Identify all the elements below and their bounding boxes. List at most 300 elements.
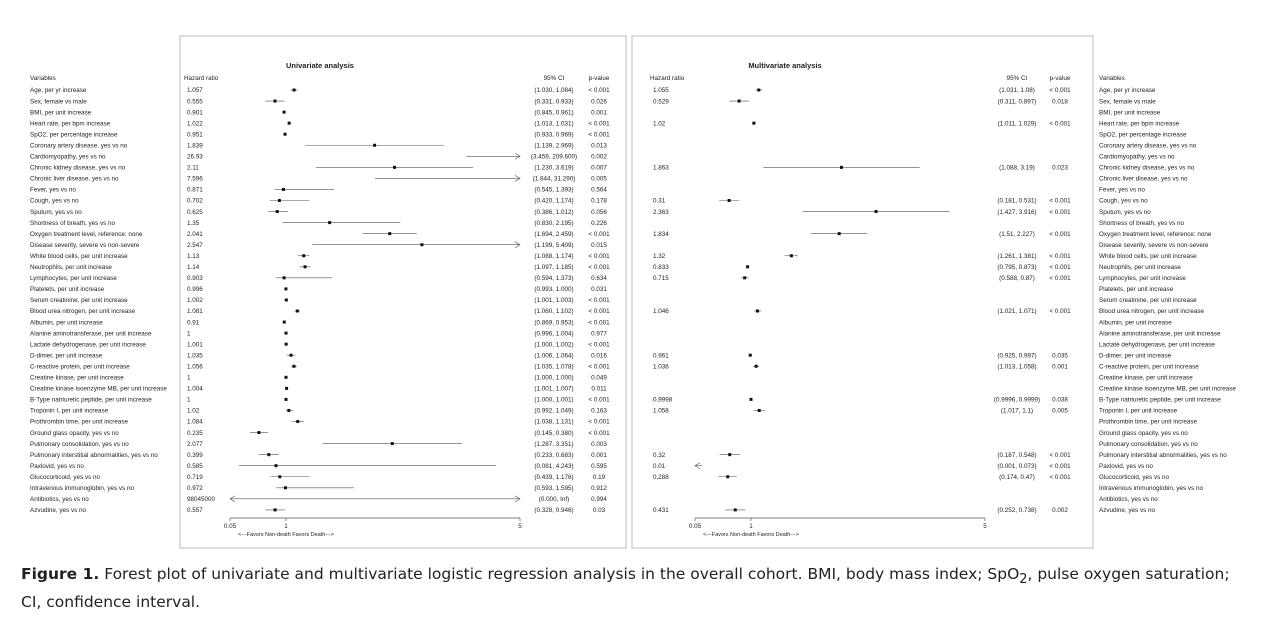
univariate-p-header: p-value — [588, 75, 610, 82]
multivariate-point-estimate — [746, 265, 749, 268]
multivariate-point-estimate — [755, 365, 758, 368]
multivariate-point-estimate — [838, 232, 841, 235]
univariate-row-ci: (0.869, 0.953) — [534, 319, 574, 327]
univariate-row-p-value: 0.564 — [591, 186, 607, 194]
univariate-row-label: Azvudine, yes vs no — [30, 507, 87, 515]
univariate-row-label: Shortness of breath, yes vs no — [30, 219, 116, 227]
multivariate-row-hazard-ratio: 0.288 — [653, 473, 669, 481]
multivariate-row-label: Pulmonary interstitial abnormalities, yes vs no — [1099, 451, 1227, 459]
univariate-row-label: Platelets, per unit increase — [30, 286, 105, 294]
multivariate-x-tick-label: 1 — [749, 523, 753, 530]
multivariate-row-hazard-ratio: 1.055 — [653, 87, 669, 95]
multivariate-row-ci: (1.011, 1.029) — [997, 120, 1037, 128]
multivariate-row-label: Paxlovid, yes vs no — [1099, 462, 1153, 470]
univariate-row-p-value: 0.178 — [591, 197, 607, 205]
univariate-row-p-value: 0.002 — [591, 153, 607, 161]
univariate-point-estimate — [276, 210, 279, 213]
univariate-row-label: Alanine aminotransferase, per unit increase — [30, 330, 152, 338]
multivariate-hr-header: Hazard ratio — [650, 75, 685, 82]
univariate-row-p-value: 0.226 — [591, 219, 607, 227]
multivariate-row-label: Shortness of breath, yes vs no — [1099, 219, 1185, 227]
multivariate-point-estimate — [757, 89, 760, 92]
univariate-point-estimate — [285, 343, 288, 346]
univariate-row-p-value: 0.013 — [591, 142, 607, 150]
univariate-row-p-value: < 0.001 — [588, 396, 610, 404]
univariate-row-ci: (1.060, 1.102) — [534, 308, 574, 316]
multivariate-row-label: Neutrophils, per unit increase — [1099, 264, 1181, 271]
multivariate-row-label: Fever, yes vs no — [1099, 186, 1145, 194]
multivariate-row-label: Creatine kinase isoenzyme MB, per unit increase — [1099, 385, 1236, 393]
multivariate-row-ci: (0.588, 0.87) — [999, 275, 1035, 283]
univariate-row-p-value: < 0.001 — [588, 131, 610, 139]
univariate-point-estimate — [283, 321, 286, 324]
univariate-row-hazard-ratio: 0.903 — [187, 275, 203, 283]
univariate-row-label: Age, per yr increase — [30, 87, 87, 95]
univariate-row-hazard-ratio: 0.972 — [187, 485, 203, 492]
univariate-row-label: Albumin, per unit increase — [30, 319, 103, 327]
univariate-row-label: Intravenous immunoglobin, yes vs no — [30, 485, 134, 492]
univariate-point-estimate — [393, 166, 396, 169]
univariate-row-hazard-ratio: 2.041 — [187, 230, 203, 238]
multivariate-row-label: Sputum, yes vs no — [1099, 208, 1151, 216]
univariate-row-label: D-dimer, per unit increase — [30, 352, 103, 360]
multivariate-row-p-value: 0.038 — [1052, 396, 1068, 404]
univariate-point-estimate — [302, 254, 305, 257]
univariate-row-p-value: 0.634 — [591, 275, 607, 283]
univariate-row-p-value: 0.595 — [591, 462, 607, 470]
multivariate-row-label: Ground glass opacity, yes vs no — [1099, 429, 1188, 437]
univariate-row-ci: (1.030, 1.084) — [534, 87, 574, 95]
multivariate-row-label: Blood urea nitrogen, per unit increase — [1099, 308, 1205, 316]
multivariate-row-label: Troponin I, per unit increase — [1099, 407, 1178, 415]
univariate-row-ci: (3.459, 209.600) — [530, 153, 578, 161]
multivariate-row-p-value: < 0.001 — [1049, 252, 1071, 260]
multivariate-row-label: Albumin, per unit increase — [1099, 319, 1172, 327]
univariate-row-p-value: < 0.001 — [588, 252, 610, 260]
univariate-row-hazard-ratio: 1.022 — [187, 120, 203, 128]
multivariate-row-p-value: 0.005 — [1052, 407, 1068, 415]
univariate-row-hazard-ratio: 1.057 — [187, 87, 203, 95]
univariate-point-estimate — [373, 144, 376, 147]
univariate-row-p-value: 0.031 — [591, 286, 607, 294]
multivariate-row-hazard-ratio: 0.961 — [653, 352, 669, 360]
multivariate-row-ci: (0.001, 0.073) — [997, 462, 1037, 470]
univariate-row-p-value: 0.007 — [591, 164, 607, 172]
multivariate-point-estimate — [749, 398, 752, 401]
multivariate-point-estimate — [738, 100, 741, 103]
univariate-row-p-value: 0.003 — [591, 440, 607, 448]
multivariate-point-estimate — [728, 199, 731, 202]
univariate-point-estimate — [284, 133, 287, 136]
multivariate-row-ci: (1.013, 1.058) — [997, 363, 1037, 371]
univariate-point-estimate — [274, 464, 277, 467]
multivariate-row-ci: (1.51, 2.227) — [999, 230, 1035, 238]
multivariate-row-label: Disease severity, severe vs non-severe — [1099, 241, 1209, 249]
univariate-row-hazard-ratio: 1 — [187, 374, 191, 382]
multivariate-row-p-value: < 0.001 — [1049, 451, 1071, 459]
multivariate-row-hazard-ratio: 2.363 — [653, 208, 669, 216]
univariate-row-ci: (1.000, 1.002) — [534, 341, 574, 349]
univariate-row-hazard-ratio: 1.14 — [187, 264, 200, 271]
univariate-row-ci: (0.439, 1.176) — [534, 473, 574, 481]
univariate-row-p-value: 0.056 — [591, 208, 607, 216]
univariate-row-hazard-ratio: 0.235 — [187, 429, 203, 437]
univariate-row-hazard-ratio: 0.399 — [187, 451, 203, 459]
figure-label: Figure 1. — [21, 565, 100, 583]
univariate-row-label: Chronic liver disease, yes vs no — [30, 175, 119, 183]
univariate-point-estimate — [293, 89, 296, 92]
multivariate-row-ci: (0.252, 0.738) — [997, 507, 1037, 515]
multivariate-x-tick-label: 5 — [983, 523, 987, 530]
univariate-row-hazard-ratio: 2.547 — [187, 241, 203, 249]
univariate-row-label: Lactate dehydrogenase, per unit increase — [30, 341, 146, 349]
caption-text-end: , pulse oxygen saturation; CI, confidence interval. — [21, 565, 1230, 612]
univariate-point-estimate — [304, 265, 307, 268]
univariate-row-hazard-ratio: 0.901 — [187, 109, 203, 117]
univariate-row-ci: (0.996, 1.004) — [534, 330, 574, 338]
univariate-point-estimate — [278, 199, 281, 202]
multivariate-row-hazard-ratio: 0.32 — [653, 451, 666, 459]
univariate-point-estimate — [278, 475, 281, 478]
univariate-x-tick-label: 5 — [518, 523, 522, 530]
univariate-row-label: Heart rate, per bpm increase — [30, 120, 111, 128]
multivariate-row-hazard-ratio: 1.32 — [653, 252, 666, 260]
univariate-row-hazard-ratio: 2.11 — [187, 164, 199, 172]
multivariate-row-hazard-ratio: 1.058 — [653, 407, 669, 415]
univariate-row-hazard-ratio: 0.585 — [187, 462, 203, 470]
multivariate-row-ci: (0.9996, 0.9999) — [993, 396, 1041, 404]
univariate-point-estimate — [274, 508, 277, 511]
univariate-row-ci: (0.233, 0.683) — [534, 451, 574, 459]
univariate-row-p-value: 0.016 — [591, 352, 607, 360]
multivariate-row-hazard-ratio: 0.529 — [653, 98, 669, 106]
multivariate-row-hazard-ratio: 1.863 — [653, 164, 669, 172]
univariate-row-label: Disease severity, severe vs non-severe — [30, 241, 140, 249]
univariate-point-estimate — [328, 221, 331, 224]
univariate-row-label: Pulmonary consolidation, yes vs no — [30, 440, 129, 448]
univariate-row-hazard-ratio: 1 — [187, 396, 191, 404]
univariate-row-ci: (1.097, 1.185) — [534, 264, 574, 271]
univariate-point-estimate — [267, 453, 270, 456]
univariate-row-hazard-ratio: 1.002 — [187, 297, 203, 305]
univariate-row-label: Troponin I, per unit increase — [30, 407, 109, 415]
univariate-row-label: Glucocorticoid, yes vs no — [30, 473, 100, 481]
multivariate-row-hazard-ratio: 0.833 — [653, 264, 669, 271]
univariate-row-ci: (1.844, 31.290) — [532, 175, 576, 183]
multivariate-row-p-value: < 0.001 — [1049, 208, 1071, 216]
univariate-row-p-value: < 0.001 — [588, 230, 610, 238]
multivariate-point-estimate — [875, 210, 878, 213]
univariate-row-hazard-ratio: 0.557 — [187, 507, 203, 515]
univariate-row-label: Fever, yes vs no — [30, 186, 76, 194]
multivariate-row-ci: (1.427, 3.916) — [997, 208, 1037, 216]
multivariate-row-ci: (1.088, 3.19) — [999, 164, 1035, 172]
multivariate-row-label: Heart rate, per bpm increase — [1099, 120, 1180, 128]
univariate-row-p-value: < 0.001 — [588, 297, 610, 305]
univariate-row-p-value: 0.005 — [591, 175, 607, 183]
univariate-row-hazard-ratio: 1.035 — [187, 352, 203, 360]
multivariate-row-label: Coronary artery disease, yes vs no — [1099, 142, 1197, 150]
univariate-row-label: Sex, female vs male — [30, 98, 87, 106]
univariate-row-label: SpO2, per percentage increase — [30, 131, 118, 139]
univariate-point-estimate — [284, 287, 287, 290]
univariate-row-p-value: 0.011 — [591, 385, 607, 393]
univariate-row-p-value: < 0.001 — [588, 363, 610, 371]
multivariate-row-p-value: < 0.001 — [1049, 275, 1071, 283]
figure-caption — [21, 563, 1251, 613]
univariate-row-hazard-ratio: 0.91 — [187, 319, 200, 327]
multivariate-row-label: SpO2, per percentage increase — [1099, 131, 1187, 139]
multivariate-row-ci: (0.795, 0.873) — [997, 264, 1037, 271]
univariate-row-hazard-ratio: 1.35 — [187, 219, 200, 227]
univariate-point-estimate — [290, 354, 293, 357]
multivariate-row-label: Platelets, per unit increase — [1099, 286, 1174, 294]
univariate-row-label: Cough, yes vs no — [30, 197, 79, 205]
multivariate-row-label: Creatine kinase, per unit increase — [1099, 374, 1193, 382]
univariate-point-estimate — [283, 111, 286, 114]
univariate-row-hazard-ratio: 7.596 — [187, 175, 203, 183]
univariate-x-caption: <---Favors Non-death Favors Death---> — [238, 532, 334, 538]
multivariate-row-p-value: < 0.001 — [1049, 473, 1071, 481]
multivariate-row-label: Chronic liver disease, yes vs no — [1099, 175, 1188, 183]
univariate-point-estimate — [257, 431, 260, 434]
univariate-row-ci: (0.386, 1.012) — [534, 208, 574, 216]
univariate-row-ci: (0.594, 1.373) — [534, 275, 574, 283]
multivariate-row-ci: (0.187, 0.548) — [997, 451, 1037, 459]
univariate-row-p-value: < 0.001 — [588, 87, 610, 95]
univariate-row-ci: (1.000, 1.001) — [534, 396, 574, 404]
univariate-row-p-value: < 0.001 — [588, 429, 610, 437]
univariate-point-estimate — [288, 122, 291, 125]
univariate-row-ci: (1.287, 3.351) — [534, 440, 574, 448]
univariate-row-ci: (0.830, 2.195) — [534, 219, 574, 227]
univariate-row-ci: (0.000, Inf) — [538, 496, 570, 504]
multivariate-point-estimate — [840, 166, 843, 169]
univariate-row-label: Creatine kinase isoenzyme MB, per unit increase — [30, 385, 167, 393]
univariate-row-p-value: 0.026 — [591, 98, 607, 106]
univariate-row-hazard-ratio: 0.702 — [187, 197, 203, 205]
multivariate-row-label: Age, per yr increase — [1099, 87, 1156, 95]
multivariate-row-label: Chronic kidney disease, yes vs no — [1099, 164, 1195, 172]
multivariate-row-hazard-ratio: 0.9998 — [653, 396, 673, 404]
multivariate-row-label: Pulmonary consolidation, yes vs no — [1099, 440, 1198, 448]
univariate-row-label: Blood urea nitrogen, per unit increase — [30, 308, 136, 316]
univariate-row-p-value: 0.19 — [592, 473, 606, 481]
multivariate-row-p-value: 0.018 — [1052, 98, 1068, 106]
multivariate-point-estimate — [726, 475, 729, 478]
multivariate-title: Multivariate analysis — [748, 61, 822, 70]
univariate-row-p-value: 0.163 — [591, 407, 607, 415]
multivariate-row-p-value: < 0.001 — [1049, 264, 1071, 271]
univariate-x-tick-label: 0.05 — [223, 523, 237, 530]
univariate-row-ci: (0.331, 0.933) — [534, 98, 574, 106]
univariate-row-p-value: 0.001 — [591, 109, 607, 117]
multivariate-row-p-value: < 0.001 — [1049, 462, 1071, 470]
univariate-row-ci: (0.845, 0.961) — [534, 109, 574, 117]
univariate-ci-header: 95% CI — [543, 75, 565, 82]
univariate-row-hazard-ratio: 0.625 — [187, 208, 203, 216]
univariate-point-estimate — [284, 486, 287, 489]
univariate-row-hazard-ratio: 1.004 — [187, 385, 203, 393]
univariate-row-ci: (1.006, 1.064) — [534, 352, 574, 360]
univariate-row-label: White blood cells, per unit increase — [30, 252, 128, 260]
multivariate-row-hazard-ratio: 0.01 — [653, 462, 666, 470]
univariate-row-label: Coronary artery disease, yes vs no — [30, 142, 128, 150]
multivariate-row-label: Serum creatinine, per unit increase — [1099, 297, 1197, 305]
univariate-point-estimate — [287, 409, 290, 412]
multivariate-point-estimate — [758, 409, 761, 412]
multivariate-row-p-value: 0.002 — [1052, 507, 1068, 515]
multivariate-row-p-value: 0.001 — [1052, 363, 1068, 371]
univariate-row-label: Antibiotics, yes vs no — [30, 496, 89, 504]
univariate-row-label: B-Type natriuretic peptide, per unit increase — [30, 396, 152, 404]
multivariate-row-label: Lactate dehydrogenase, per unit increase — [1099, 341, 1215, 349]
univariate-row-hazard-ratio: 1.839 — [187, 142, 203, 150]
univariate-point-estimate — [283, 276, 286, 279]
univariate-row-ci: (0.993, 1.000) — [534, 286, 574, 294]
multivariate-row-hazard-ratio: 0.431 — [653, 507, 669, 515]
multivariate-row-ci: (0.174, 0.47) — [999, 473, 1035, 481]
univariate-row-p-value: 0.049 — [591, 374, 607, 382]
univariate-row-p-value: 0.001 — [591, 451, 607, 459]
multivariate-row-label: Alanine aminotransferase, per unit increase — [1099, 330, 1221, 338]
multivariate-x-tick-label: 0.05 — [688, 523, 702, 530]
multivariate-row-label: BMI, per unit increase — [1099, 109, 1161, 117]
univariate-row-label: Sputum, yes vs no — [30, 208, 82, 216]
multivariate-row-ci: (0.181, 0.531) — [997, 197, 1037, 205]
univariate-row-label: Oxygen treatment level, reference: none — [30, 230, 143, 238]
univariate-title: Univariate analysis — [286, 61, 354, 70]
univariate-point-estimate — [420, 243, 423, 246]
univariate-row-p-value: 0.03 — [592, 507, 606, 515]
univariate-row-label: Paxlovid, yes vs no — [30, 462, 84, 470]
multivariate-row-hazard-ratio: 1.02 — [653, 120, 666, 128]
univariate-row-ci: (1.139, 2.969) — [534, 142, 574, 150]
multivariate-row-hazard-ratio: 1.036 — [653, 363, 669, 371]
univariate-row-ci: (0.933, 0.969) — [534, 131, 574, 139]
univariate-row-label: Lymphocytes, per unit increase — [30, 275, 117, 283]
multivariate-row-ci: (1.021, 1.071) — [997, 308, 1037, 316]
multivariate-row-p-value: < 0.001 — [1049, 197, 1071, 205]
multivariate-row-ci: (0.311, 0.897) — [997, 98, 1037, 106]
univariate-row-ci: (0.593, 1.595) — [534, 485, 574, 492]
multivariate-row-ci: (1.261, 1.381) — [997, 252, 1037, 260]
univariate-row-label: BMI, per unit increase — [30, 109, 92, 117]
univariate-row-label: Creatine kinase, per unit increase — [30, 374, 124, 382]
univariate-row-label: Chronic kidney disease, yes vs no — [30, 164, 126, 172]
univariate-row-p-value: < 0.001 — [588, 418, 610, 426]
multivariate-point-estimate — [752, 122, 755, 125]
univariate-row-hazard-ratio: 0.871 — [187, 186, 203, 194]
univariate-point-estimate — [282, 188, 285, 191]
univariate-point-estimate — [285, 298, 288, 301]
multivariate-row-hazard-ratio: 0.31 — [653, 197, 666, 205]
multivariate-row-ci: (1.031, 1.08) — [999, 87, 1035, 95]
univariate-row-hazard-ratio: 1.13 — [187, 252, 200, 260]
multivariate-row-label: B-Type natriuretic peptide, per unit increase — [1099, 396, 1221, 404]
multivariate-row-label: Cough, yes vs no — [1099, 197, 1148, 205]
univariate-point-estimate — [285, 332, 288, 335]
multivariate-point-estimate — [749, 354, 752, 357]
univariate-point-estimate — [388, 232, 391, 235]
univariate-row-ci: (0.081, 4.243) — [534, 462, 574, 470]
multivariate-point-estimate — [743, 276, 746, 279]
univariate-row-ci: (1.694, 2.459) — [534, 230, 574, 238]
multivariate-row-label: Lymphocytes, per unit increase — [1099, 275, 1186, 283]
multivariate-row-hazard-ratio: 0.715 — [653, 275, 669, 283]
univariate-row-ci: (1.038, 1.131) — [534, 418, 574, 426]
multivariate-row-ci: (1.017, 1.1) — [1000, 407, 1034, 415]
univariate-row-ci: (0.545, 1.393) — [534, 186, 574, 194]
univariate-row-p-value: 0.015 — [591, 241, 607, 249]
univariate-row-hazard-ratio: 1.084 — [187, 418, 203, 426]
multivariate-point-estimate — [790, 254, 793, 257]
caption-subscript: 2 — [1019, 572, 1028, 588]
multivariate-row-label: D-dimer, per unit increase — [1099, 352, 1172, 360]
univariate-row-p-value: < 0.001 — [588, 264, 610, 271]
multivariate-point-estimate — [734, 508, 737, 511]
univariate-row-ci: (1.035, 1.078) — [534, 363, 574, 371]
univariate-row-ci: (1.001, 1.007) — [534, 385, 574, 393]
multivariate-panel — [632, 36, 1093, 548]
univariate-row-p-value: 0.994 — [591, 496, 607, 504]
univariate-row-hazard-ratio: 0.555 — [187, 98, 203, 106]
univariate-row-ci: (0.992, 1.049) — [534, 407, 574, 415]
univariate-x-tick-label: 1 — [284, 523, 288, 530]
univariate-row-hazard-ratio: 1.081 — [187, 308, 203, 316]
multivariate-row-p-value: 0.035 — [1052, 352, 1068, 360]
univariate-row-label: Prothrombin time, per unit increase — [30, 418, 128, 426]
caption-text: Forest plot of univariate and multivariate logistic regression analysis in the overall cohort. BMI, body mass index; SpO — [104, 565, 1020, 583]
univariate-row-ci: (1.199, 5.409) — [534, 241, 574, 249]
univariate-point-estimate — [296, 420, 299, 423]
univariate-row-label: Cardiomyopathy, yes vs no — [30, 153, 106, 161]
univariate-row-p-value: 0.912 — [591, 485, 607, 492]
univariate-row-hazard-ratio: 2.077 — [187, 440, 203, 448]
univariate-row-hazard-ratio: 0.719 — [187, 473, 203, 481]
multivariate-row-label: Intravenous immunoglobin, yes vs no — [1099, 485, 1203, 492]
univariate-row-label: Ground glass opacity, yes vs no — [30, 429, 119, 437]
univariate-row-ci: (1.013, 1.031) — [534, 120, 574, 128]
univariate-row-hazard-ratio: 1.056 — [187, 363, 203, 371]
univariate-row-p-value: 0.977 — [591, 330, 607, 338]
univariate-row-p-value: < 0.001 — [588, 120, 610, 128]
univariate-row-ci: (0.420, 1.174) — [534, 197, 574, 205]
multivariate-point-estimate — [756, 310, 759, 313]
multivariate-x-caption: <---Favors Non-death Favors Death---> — [703, 532, 799, 538]
multivariate-row-label: Sex, female vs male — [1099, 98, 1156, 106]
multivariate-row-label: Cardiomyopathy, yes vs no — [1099, 153, 1175, 161]
multivariate-row-label: Antibiotics, yes vs no — [1099, 496, 1158, 504]
multivariate-row-label: Glucocorticoid, yes vs no — [1099, 473, 1169, 481]
multivariate-row-hazard-ratio: 1.046 — [653, 308, 669, 316]
univariate-point-estimate — [273, 100, 276, 103]
univariate-row-ci: (1.001, 1.003) — [534, 297, 574, 305]
multivariate-row-label: C-reactive protein, per unit increase — [1099, 363, 1199, 371]
univariate-point-estimate — [292, 365, 295, 368]
multivariate-row-p-value: < 0.001 — [1049, 230, 1071, 238]
univariate-row-ci: (0.328, 0.946) — [534, 507, 574, 515]
univariate-row-label: Pulmonary interstitial abnormalities, yes vs no — [30, 451, 158, 459]
multivariate-p-header: p-value — [1049, 75, 1071, 82]
multivariate-row-p-value: 0.023 — [1052, 164, 1068, 172]
univariate-row-ci: (1.088, 1.174) — [534, 252, 574, 260]
univariate-row-label: Serum creatinine, per unit increase — [30, 297, 128, 305]
multivariate-variables-header-right: Variables — [1099, 75, 1125, 82]
univariate-row-hazard-ratio: 1.001 — [187, 341, 203, 349]
multivariate-row-label: Prothrombin time, per unit increase — [1099, 418, 1197, 426]
univariate-variables-header: Variables — [30, 75, 56, 82]
